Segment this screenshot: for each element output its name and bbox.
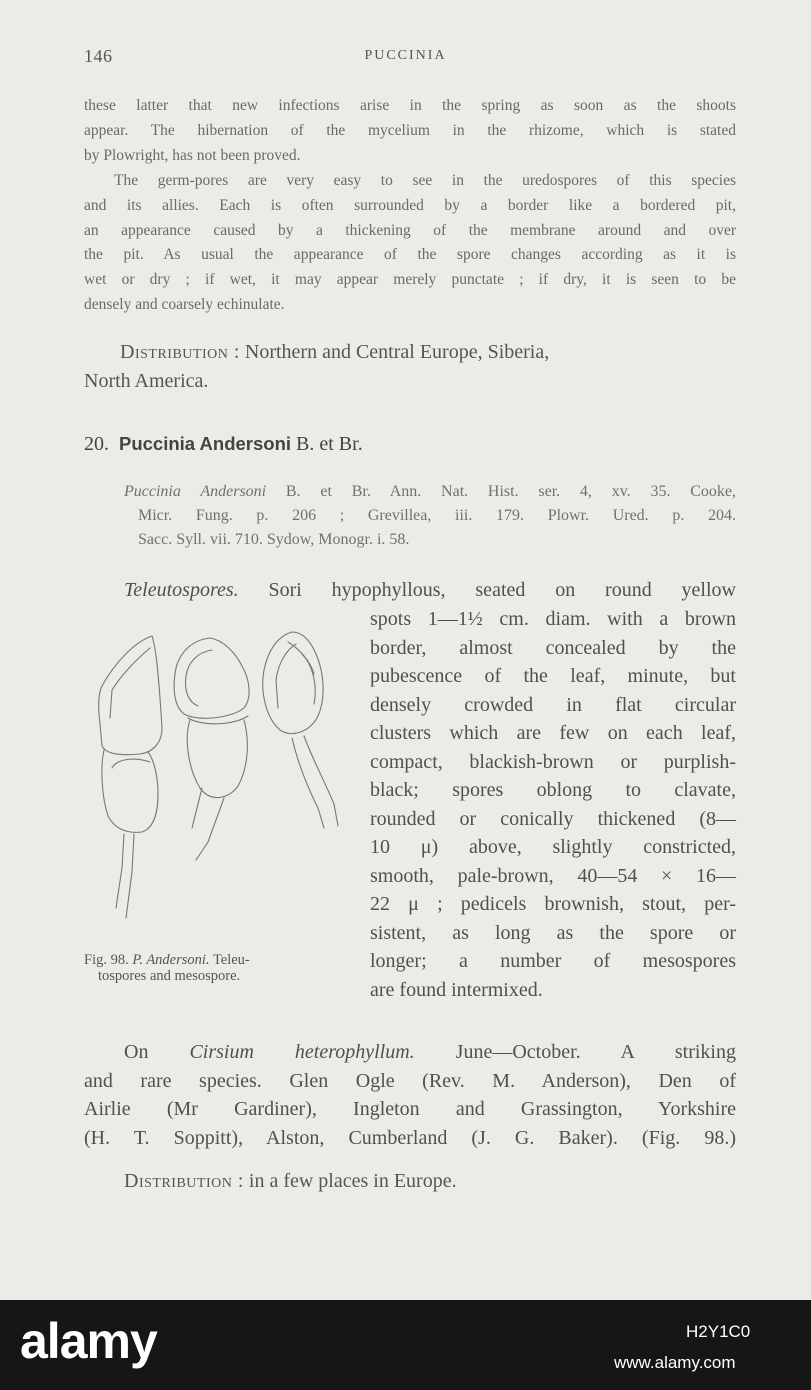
spore-left-inner	[110, 648, 150, 718]
distribution-text: North America.	[84, 369, 209, 392]
text-line: wet or dry ; if wet, it may appear merely punctate ; if dry, it is seen to be	[84, 271, 736, 289]
description-first-line	[124, 576, 736, 605]
species-name: Puccinia Andersoni	[119, 433, 292, 454]
reference-italic: Puccinia Andersoni	[124, 483, 267, 500]
running-title: PUCCINIA	[364, 48, 447, 63]
references	[124, 480, 736, 552]
observation-text: and rare species. Glen Ogle (Rev. M. Anderson), Den of	[84, 1069, 736, 1092]
spore-middle-lower	[187, 720, 247, 798]
species-authority: B. et Br.	[296, 433, 363, 455]
spore-right	[263, 632, 323, 734]
text-line: by Plowright, has not been proved.	[84, 146, 301, 164]
description-line: are found intermixed.	[370, 978, 543, 1001]
distribution-label: Distribution :	[120, 341, 240, 363]
pedicel-middle	[192, 788, 224, 860]
text-line: the pit. As usual the appearance of the spore changes according as it is	[84, 246, 736, 264]
description-line: pubescence of the leaf, minute, but	[370, 665, 736, 687]
host-plant-italic: Cirsium heterophyllum.	[189, 1041, 415, 1063]
description-line: longer; a number of mesospores	[370, 950, 736, 972]
distribution-text: in a few places in Europe.	[248, 1170, 457, 1192]
text-line: densely and coarsely echinulate.	[84, 295, 285, 313]
intro-paragraph-2	[84, 169, 736, 318]
teleutospores-label: Teleutospores.	[124, 579, 239, 601]
distribution-label: Distribution :	[124, 1170, 244, 1192]
watermark-url: www.alamy.com	[614, 1353, 736, 1372]
caption-italic: P. Andersoni.	[132, 952, 210, 968]
observation-text: On	[124, 1041, 190, 1063]
description-line: spots 1—1½ cm. diam. with a brown	[370, 608, 736, 630]
caption-text: Teleu-	[212, 952, 250, 968]
observation-text: June—October. A striking	[414, 1041, 736, 1063]
text-line: these latter that new infections arise in the spring as soon as the shoots	[84, 97, 736, 114]
observation-text: (H. T. Soppitt), Alston, Cumberland (J. G. Baker). (Fig. 98.)	[84, 1126, 736, 1149]
description-line: black; spores oblong to clavate,	[370, 779, 736, 801]
description-line: compact, blackish-brown or purplish-	[370, 750, 736, 773]
description-line: 22 μ ; pedicels brownish, stout, per-	[370, 893, 736, 915]
figure-caption	[84, 952, 350, 984]
text-line: The germ-pores are very easy to see in the uredospores of this species	[114, 172, 736, 189]
reference-text: Sacc. Syll. vii. 710. Sydow, Monogr. i. 58.	[138, 531, 410, 548]
species-number: 20.	[84, 433, 109, 455]
description-line: border, almost concealed by the	[370, 636, 736, 659]
description-line: rounded or conically thickened (8—	[370, 807, 736, 830]
species-heading	[84, 433, 363, 456]
reference-text: Micr. Fung. p. 206 ; Grevillea, iii. 179. Plowr. Ured. p. 204.	[138, 507, 736, 524]
text-line: appear. The hibernation of the mycelium in the rhizome, which is stated	[84, 121, 736, 139]
description-line: smooth, pale-brown, 40—54 × 16—	[370, 864, 736, 887]
caption-prefix: Fig. 98.	[84, 952, 129, 968]
caption-text: tospores and mesospore.	[98, 968, 241, 984]
text-line: an appearance caused by a thickening of the membrane around and over	[84, 221, 736, 239]
spore-left	[99, 636, 162, 755]
page-number: 146	[84, 46, 113, 66]
distribution-paragraph-2	[124, 1170, 457, 1193]
description-line: sistent, as long as the spore or	[370, 921, 736, 944]
spore-left-lower-inner	[112, 759, 150, 768]
spore-right-inner	[276, 644, 315, 708]
distribution-paragraph-1	[84, 338, 736, 395]
pedicel-left	[116, 834, 134, 918]
text-line: and its allies. Each is often surrounded by a border like a bordered pit,	[84, 196, 736, 214]
description-line: 10 μ) above, slightly constricted,	[370, 836, 736, 858]
description-text: Sori hypophyllous, seated on round yellow	[268, 579, 736, 601]
alamy-logo: alamy	[20, 1313, 157, 1369]
pedicel-right	[292, 736, 338, 828]
observations-paragraph	[84, 1038, 736, 1152]
description-body	[370, 605, 736, 1004]
description-line: densely crowded in flat circular	[370, 693, 736, 716]
image-code: H2Y1C0	[686, 1322, 751, 1341]
distribution-text: Northern and Central Europe, Siberia,	[244, 341, 550, 363]
description-line: clusters which are few on each leaf,	[370, 722, 736, 744]
reference-text: B. et Br. Ann. Nat. Hist. ser. 4, xv. 35. Cooke,	[285, 483, 736, 500]
observation-text: Airlie (Mr Gardiner), Ingleton and Grassington, Yorkshire	[84, 1098, 736, 1120]
spore-middle-inner	[186, 650, 213, 706]
intro-paragraph-1	[84, 94, 736, 168]
teleutospore-illustration	[92, 628, 352, 948]
